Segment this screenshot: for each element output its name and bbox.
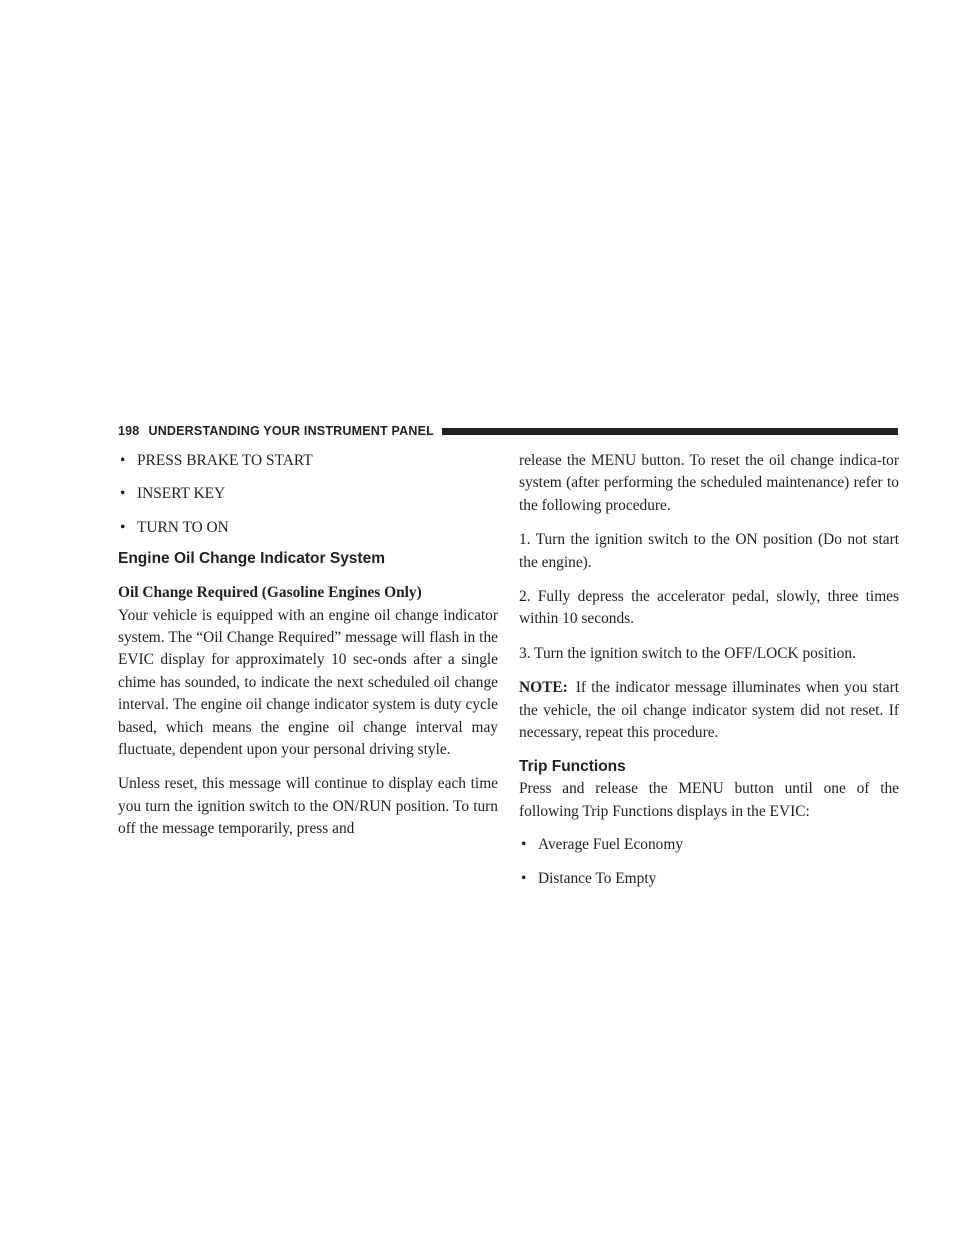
left-column — [118, 450, 498, 841]
paragraph-reset-info: Unless reset, this message will continue to display each time you turn the ignition switch to the ON/RUN position. To turn off the message temporarily, press and — [118, 775, 498, 838]
list-item: • Distance To Empty — [519, 868, 899, 890]
list-item: • PRESS BRAKE TO START — [118, 450, 498, 472]
list-item: • Average Fuel Economy — [519, 834, 899, 856]
message-list — [118, 450, 498, 539]
trip-function-list — [519, 834, 899, 890]
list-item: • INSERT KEY — [118, 483, 498, 505]
note-text: If the indicator message illuminates when you start the vehicle, the oil change indicator system did not reset. If necessary, repeat this procedure. — [519, 679, 899, 742]
list-item: • TURN TO ON — [118, 517, 498, 539]
page-number: 198 — [118, 424, 140, 438]
step-2: 2. Fully depress the accelerator pedal, slowly, three times within 10 seconds. — [519, 588, 899, 628]
section-heading-trip-functions: Trip Functions — [519, 758, 626, 776]
header-rule — [442, 428, 898, 435]
note — [519, 677, 899, 744]
section-heading-oil-change: Engine Oil Change Indicator System — [118, 550, 385, 568]
section-title: UNDERSTANDING YOUR INSTRUMENT PANEL — [148, 424, 434, 438]
note-label: NOTE: — [519, 679, 568, 697]
paragraph-trip-functions: Press and release the MENU button until one of the following Trip Functions displays in the EVIC: — [519, 780, 899, 820]
step-3: 3. Turn the ignition switch to the OFF/LOCK position. — [519, 644, 856, 662]
step-1: 1. Turn the ignition switch to the ON position (Do not start the engine). — [519, 531, 899, 571]
paragraph-oil-indicator: Your vehicle is equipped with an engine oil change indicator system. The “Oil Change Required” message will flash in the EVIC display for approximately 10 sec-onds after a single chime has sounded, to indicate the next scheduled oil change interval. The engine oil change indicator system is duty cycle based, which means the engine oil change interval may fluctuate, dependent upon your personal driving style. — [118, 606, 498, 759]
paragraph-continued: release the MENU button. To reset the oil change indica-tor system (after performing the scheduled maintenance) refer to the following procedure. — [519, 452, 899, 514]
subheading-oil-change-required: Oil Change Required (Gasoline Engines Only) — [118, 584, 422, 602]
right-column — [519, 450, 899, 901]
page-header — [118, 423, 898, 439]
